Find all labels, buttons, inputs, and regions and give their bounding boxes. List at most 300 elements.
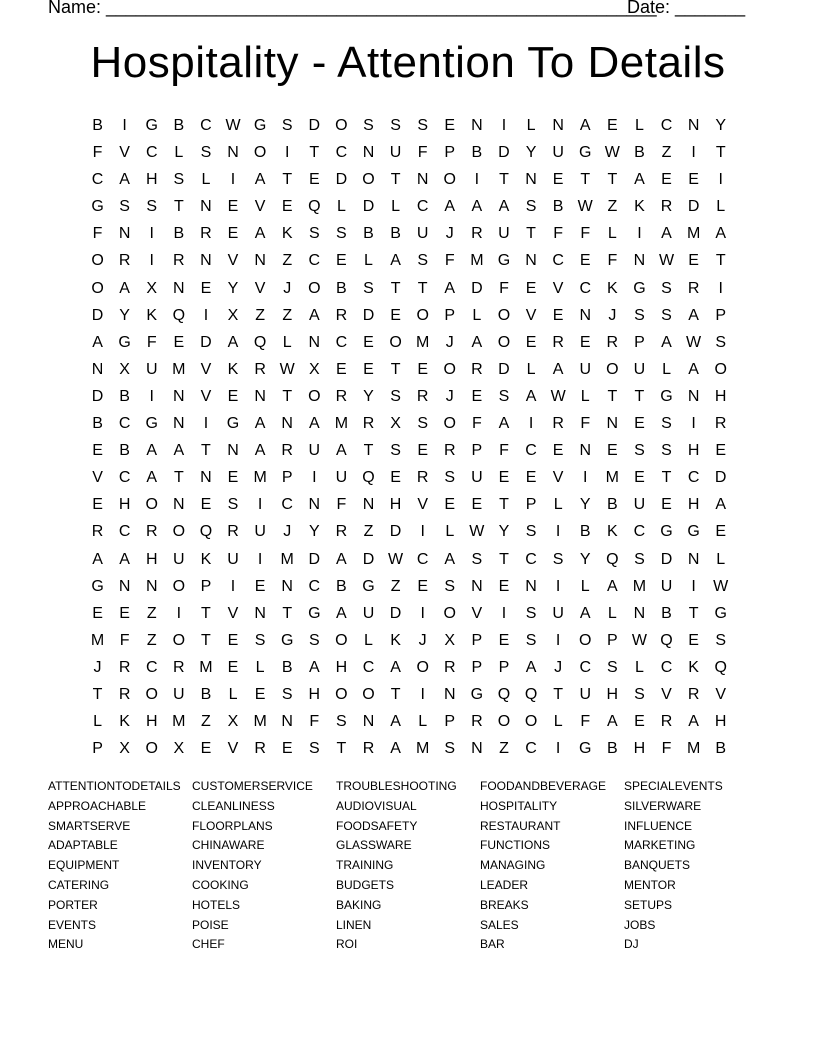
grid-letter: Z <box>146 604 157 622</box>
grid-letter: N <box>91 360 104 378</box>
grid-letter: P <box>92 740 103 758</box>
grid-letter: D <box>498 360 510 378</box>
grid-letter: D <box>389 523 402 541</box>
word-bank-item: SILVERWARE <box>624 798 702 813</box>
grid-letter: G <box>362 577 375 595</box>
grid-letter: Q <box>714 658 727 676</box>
grid-letter: S <box>390 442 401 460</box>
grid-letter: R <box>471 360 483 378</box>
grid-letter: A <box>634 171 645 189</box>
grid-letter: V <box>715 685 727 703</box>
grid-letter: K <box>634 198 645 216</box>
grid-letter: E <box>227 658 239 676</box>
grid-letter: U <box>660 577 673 595</box>
word-bank-item: CHINAWARE <box>192 838 265 853</box>
grid-letter: D <box>389 604 402 622</box>
grid-letter: O <box>579 631 592 649</box>
grid-letter: U <box>552 144 564 162</box>
word-bank-column <box>48 777 192 955</box>
word-bank-item: MANAGING <box>480 858 546 873</box>
grid-letter: G <box>118 333 131 351</box>
grid-letter: T <box>309 144 320 162</box>
grid-letter: D <box>498 144 510 162</box>
word-bank-item: ATTENTIONTODETAILS <box>48 779 181 793</box>
grid-letter: A <box>119 171 130 189</box>
grid-letter: S <box>498 387 510 405</box>
grid-letter: Z <box>146 631 157 649</box>
grid-letter: S <box>173 171 185 189</box>
grid-letter: E <box>688 252 699 270</box>
grid-letter: N <box>173 496 185 514</box>
grid-letter: V <box>227 604 239 622</box>
grid-letter: O <box>253 144 267 162</box>
grid-letter: G <box>308 604 321 622</box>
grid-letter: L <box>634 117 644 134</box>
grid-letter: E <box>444 117 456 134</box>
grid-letter: N <box>308 333 321 351</box>
grid-letter: N <box>145 577 158 595</box>
word-bank-item: COOKING <box>192 877 249 892</box>
word-bank-item: EVENTS <box>48 917 97 932</box>
grid-letter: C <box>335 333 348 351</box>
grid-letter: E <box>281 740 293 758</box>
grid-letter: M <box>253 713 267 731</box>
grid-letter: S <box>661 306 672 324</box>
grid-letter: S <box>471 550 483 568</box>
grid-letter: I <box>312 469 317 487</box>
grid-letter: O <box>497 713 511 731</box>
grid-letter: I <box>691 577 696 595</box>
grid-letter: E <box>525 333 537 351</box>
grid-letter: G <box>633 279 646 297</box>
grid-letter: R <box>118 252 131 270</box>
word-bank-item: LEADER <box>480 877 529 892</box>
grid-letter: H <box>687 442 700 460</box>
grid-letter: E <box>92 496 103 514</box>
grid-letter: I <box>555 523 561 541</box>
grid-letter: F <box>336 496 347 514</box>
grid-letter: N <box>606 415 619 433</box>
grid-letter: I <box>284 144 290 162</box>
grid-letter: N <box>579 442 592 460</box>
grid-letter: E <box>336 252 347 270</box>
grid-letter: E <box>606 117 618 134</box>
grid-row <box>84 302 734 329</box>
grid-letter: F <box>444 252 455 270</box>
grid-letter: D <box>91 306 104 324</box>
grid-row <box>84 193 734 220</box>
grid-letter: N <box>200 198 212 216</box>
grid-letter: G <box>91 198 104 216</box>
grid-letter: R <box>687 685 700 703</box>
grid-letter: V <box>227 740 239 758</box>
grid-letter: V <box>661 685 672 703</box>
grid-letter: U <box>579 685 592 703</box>
grid-letter: J <box>283 279 292 297</box>
grid-letter: F <box>580 415 591 433</box>
grid-letter: R <box>145 523 158 541</box>
grid-letter: B <box>715 740 727 758</box>
grid-letter: Z <box>499 740 509 758</box>
grid-letter: N <box>362 713 375 731</box>
grid-letter: Q <box>199 523 213 541</box>
word-bank-column <box>336 777 480 955</box>
grid-letter: V <box>119 144 130 162</box>
date-field-line: Date: _______ <box>627 0 746 17</box>
grid-letter: L <box>716 198 726 216</box>
grid-letter: O <box>308 387 321 405</box>
grid-letter: A <box>119 550 130 568</box>
grid-letter: T <box>715 252 726 270</box>
grid-letter: D <box>687 198 700 216</box>
grid-letter: N <box>443 685 456 703</box>
grid-letter: E <box>552 306 564 324</box>
grid-letter: T <box>173 198 184 216</box>
grid-letter: R <box>660 198 673 216</box>
grid-letter: O <box>362 171 375 189</box>
grid-letter: A <box>498 198 510 216</box>
grid-letter: T <box>201 442 211 460</box>
word-bank-item: GLASSWARE <box>336 838 412 853</box>
grid-letter: A <box>308 306 320 324</box>
word-bank-item: SETUPS <box>624 897 673 912</box>
grid-letter: K <box>688 658 699 676</box>
grid-row <box>84 491 734 518</box>
grid-letter: R <box>471 713 483 731</box>
grid-letter: W <box>658 252 675 270</box>
word-bank-item: CATERING <box>48 877 110 892</box>
grid-letter: R <box>443 442 456 460</box>
grid-letter: A <box>227 333 239 351</box>
grid-letter: T <box>282 171 293 189</box>
grid-letter: L <box>607 604 617 622</box>
grid-letter: H <box>714 387 727 405</box>
grid-letter: M <box>90 631 105 649</box>
grid-letter: E <box>92 442 103 460</box>
grid-letter: C <box>308 252 321 270</box>
grid-letter: O <box>606 360 619 378</box>
grid-letter: A <box>146 469 158 487</box>
grid-letter: R <box>362 415 375 433</box>
grid-letter: M <box>172 360 186 378</box>
grid-letter: L <box>445 523 455 541</box>
grid-letter: X <box>119 740 130 758</box>
grid-letter: L <box>418 713 428 731</box>
grid-letter: D <box>200 333 212 351</box>
grid-letter: R <box>552 333 564 351</box>
grid-letter: Y <box>715 117 727 134</box>
grid-letter: Q <box>253 333 267 351</box>
grid-letter: N <box>118 225 131 243</box>
grid-letter: O <box>416 658 429 676</box>
grid-letter: O <box>443 171 456 189</box>
grid-letter: R <box>335 523 348 541</box>
grid-letter: A <box>308 415 320 433</box>
grid-letter: Z <box>390 577 401 595</box>
grid-letter: S <box>417 415 428 433</box>
grid-letter: R <box>91 523 104 541</box>
grid-letter: A <box>688 306 699 324</box>
grid-letter: F <box>471 415 482 433</box>
grid-letter: A <box>336 442 347 460</box>
grid-letter: W <box>225 117 241 134</box>
grid-letter: L <box>472 306 482 324</box>
grid-row <box>84 708 734 735</box>
grid-letter: P <box>471 658 483 676</box>
grid-letter: E <box>688 171 699 189</box>
grid-letter: S <box>363 279 374 297</box>
grid-letter: X <box>227 713 239 731</box>
grid-letter: L <box>364 631 373 649</box>
grid-letter: Y <box>119 306 130 324</box>
grid-letter: L <box>526 360 536 378</box>
grid-letter: S <box>525 631 537 649</box>
grid-letter: T <box>201 604 211 622</box>
grid-letter: F <box>553 225 564 243</box>
grid-letter: I <box>149 252 154 270</box>
grid-letter: J <box>445 225 454 243</box>
word-bank-item: BREAKS <box>480 897 529 912</box>
grid-letter: U <box>633 360 646 378</box>
grid-letter: N <box>254 387 266 405</box>
grid-letter: C <box>579 279 592 297</box>
grid-letter: L <box>607 225 617 243</box>
grid-letter: D <box>471 279 483 297</box>
grid-row <box>84 600 734 627</box>
grid-letter: A <box>606 577 618 595</box>
grid-letter: F <box>92 144 103 162</box>
grid-row <box>84 220 734 247</box>
grid-letter: Y <box>579 496 591 514</box>
grid-letter: C <box>308 577 321 595</box>
grid-letter: B <box>92 117 103 134</box>
grid-letter: P <box>634 333 645 351</box>
grid-letter: B <box>661 604 672 622</box>
grid-letter: X <box>227 306 239 324</box>
grid-letter: G <box>145 117 158 134</box>
grid-letter: P <box>444 306 456 324</box>
grid-letter: Q <box>172 306 186 324</box>
grid-letter: R <box>335 387 348 405</box>
grid-letter: N <box>173 387 185 405</box>
grid-letter: O <box>145 496 158 514</box>
grid-letter: N <box>525 577 537 595</box>
word-bank-column <box>192 777 336 955</box>
grid-letter: L <box>174 144 184 162</box>
grid-letter: N <box>200 469 212 487</box>
page-title: Hospitality - Attention To Details <box>90 38 726 87</box>
grid-letter: S <box>390 387 401 405</box>
grid-letter: A <box>661 333 672 351</box>
grid-letter: W <box>279 360 295 378</box>
grid-letter: I <box>718 171 723 189</box>
grid-letter: U <box>173 685 185 703</box>
grid-letter: I <box>420 523 425 541</box>
grid-letter: I <box>718 279 723 297</box>
grid-letter: A <box>552 360 564 378</box>
grid-letter: R <box>118 685 131 703</box>
grid-letter: N <box>227 442 239 460</box>
grid-letter: K <box>606 523 618 541</box>
grid-letter: A <box>254 225 266 243</box>
grid-letter: O <box>172 631 186 649</box>
grid-letter: A <box>254 442 266 460</box>
grid-letter: Q <box>524 685 538 703</box>
grid-letter: I <box>501 604 507 622</box>
grid-letter: M <box>605 469 619 487</box>
word-bank-item: BANQUETS <box>624 858 691 873</box>
grid-letter: X <box>146 279 158 297</box>
grid-letter: A <box>390 252 401 270</box>
grid-letter: H <box>687 496 700 514</box>
grid-letter: S <box>715 333 727 351</box>
grid-letter: T <box>417 279 428 297</box>
grid-letter: U <box>579 360 592 378</box>
grid-letter: U <box>173 550 185 568</box>
grid-letter: E <box>606 442 618 460</box>
grid-letter: S <box>525 198 537 216</box>
grid-letter: N <box>471 117 483 134</box>
grid-letter: E <box>634 415 645 433</box>
grid-letter: E <box>92 604 103 622</box>
grid-letter: T <box>499 496 509 514</box>
grid-letter: G <box>687 523 700 541</box>
grid-letter: R <box>714 415 727 433</box>
grid-letter: F <box>607 252 618 270</box>
grid-letter: K <box>227 360 239 378</box>
grid-letter: S <box>363 117 374 134</box>
grid-letter: E <box>281 198 293 216</box>
grid-letter: B <box>119 387 130 405</box>
grid-letter: T <box>661 469 672 487</box>
grid-letter: N <box>118 577 131 595</box>
grid-letter: P <box>525 496 537 514</box>
grid-letter: A <box>579 604 591 622</box>
grid-letter: B <box>552 198 564 216</box>
grid-letter: N <box>471 740 483 758</box>
grid-letter: T <box>173 469 184 487</box>
grid-letter: E <box>471 387 483 405</box>
grid-letter: B <box>200 685 212 703</box>
grid-letter: G <box>280 631 294 649</box>
grid-letter: R <box>335 306 348 324</box>
grid-letter: R <box>660 713 673 731</box>
grid-letter: T <box>390 279 401 297</box>
grid-row <box>84 247 734 274</box>
grid-letter: E <box>119 604 130 622</box>
grid-letter: H <box>633 740 646 758</box>
grid-letter: I <box>149 225 154 243</box>
grid-letter: T <box>390 685 401 703</box>
grid-letter: E <box>688 631 699 649</box>
grid-letter: F <box>146 333 157 351</box>
grid-letter: J <box>608 306 617 324</box>
grid-letter: D <box>362 198 375 216</box>
grid-letter: M <box>416 333 430 351</box>
grid-letter: G <box>470 685 484 703</box>
grid-letter: T <box>282 604 293 622</box>
grid-letter: S <box>444 740 456 758</box>
grid-letter: R <box>281 442 293 460</box>
grid-letter: T <box>282 387 293 405</box>
grid-letter: A <box>471 198 483 216</box>
word-bank-item: AUDIOVISUAL <box>336 798 417 813</box>
grid-letter: C <box>118 523 131 541</box>
grid-letter: E <box>498 469 510 487</box>
grid-letter: E <box>227 225 239 243</box>
grid-letter: K <box>119 713 130 731</box>
grid-letter: M <box>416 740 430 758</box>
grid-letter: I <box>420 604 425 622</box>
grid-letter: E <box>363 333 374 351</box>
grid-letter: E <box>471 496 483 514</box>
grid-letter: C <box>416 550 429 568</box>
grid-row <box>84 573 734 600</box>
grid-letter: H <box>335 658 348 676</box>
grid-letter: L <box>580 577 590 595</box>
grid-letter: P <box>471 631 483 649</box>
grid-letter: M <box>632 577 647 595</box>
grid-letter: G <box>145 415 158 433</box>
grid-letter: T <box>526 225 536 243</box>
grid-letter: N <box>173 415 185 433</box>
grid-letter: T <box>607 387 618 405</box>
grid-letter: S <box>254 631 266 649</box>
grid-letter: B <box>390 225 401 243</box>
grid-letter: T <box>553 685 564 703</box>
grid-letter: L <box>526 117 536 134</box>
grid-letter: L <box>553 713 563 731</box>
grid-letter: L <box>255 658 265 676</box>
grid-letter: S <box>119 198 130 216</box>
word-bank-item: MENU <box>48 937 84 952</box>
grid-letter: K <box>281 225 293 243</box>
word-bank-item: FOODSAFETY <box>336 818 418 833</box>
grid-letter: X <box>173 740 185 758</box>
grid-letter: R <box>118 658 131 676</box>
grid-letter: O <box>443 360 456 378</box>
grid-letter: R <box>416 469 429 487</box>
grid-letter: G <box>579 740 592 758</box>
grid-letter: R <box>362 740 375 758</box>
grid-letter: P <box>200 577 212 595</box>
grid-letter: F <box>92 225 103 243</box>
word-bank-item: POISE <box>192 917 229 932</box>
grid-letter: B <box>119 442 130 460</box>
grid-letter: M <box>334 415 349 433</box>
grid-letter: U <box>471 469 483 487</box>
grid-letter: Z <box>363 523 374 541</box>
grid-letter: E <box>661 171 672 189</box>
word-bank-item: CLEANLINESS <box>192 798 275 813</box>
grid-letter: L <box>580 387 590 405</box>
grid-row <box>84 410 734 437</box>
grid-letter: Z <box>282 306 293 324</box>
grid-letter: P <box>444 144 456 162</box>
grid-letter: J <box>445 387 454 405</box>
grid-letter: X <box>308 360 320 378</box>
grid-letter: F <box>499 442 509 460</box>
grid-letter: M <box>253 469 267 487</box>
grid-letter: M <box>686 225 701 243</box>
grid-letter: F <box>580 713 591 731</box>
grid-letter: S <box>661 442 672 460</box>
grid-letter: C <box>145 658 158 676</box>
grid-letter: J <box>283 523 292 541</box>
grid-letter: U <box>335 469 348 487</box>
grid-row <box>84 518 734 545</box>
word-bank-item: PORTER <box>48 897 98 912</box>
